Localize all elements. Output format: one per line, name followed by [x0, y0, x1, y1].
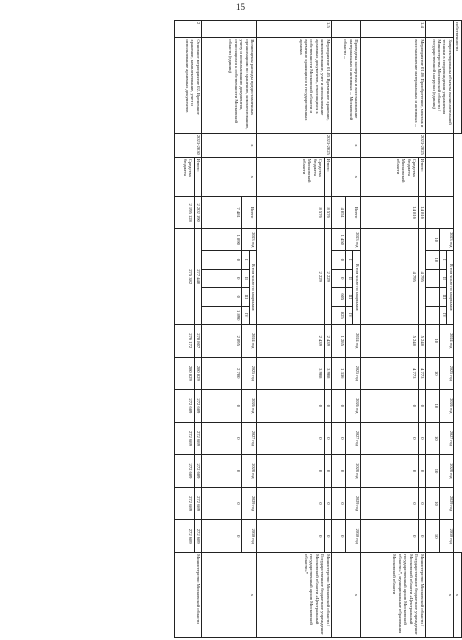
table-cell: 0 [418, 422, 426, 455]
table-cell: 0 [202, 390, 242, 423]
table-cell: 0 [324, 390, 332, 423]
table-cell: 0 [332, 269, 346, 287]
table-cell: 0 [202, 422, 242, 455]
block-2-row-total [418, 21, 426, 638]
table-cell: 2026 год [346, 390, 360, 423]
table-cell: 0 [324, 455, 332, 488]
table-cell: 4 773 [418, 357, 426, 390]
table-cell: 2023 год [242, 229, 256, 251]
budget-table [174, 20, 462, 638]
table-cell: 276 172 [174, 324, 194, 357]
table-cell: 0 [418, 487, 426, 520]
table-cell: 0 [256, 520, 324, 553]
table-cell: 825 [332, 306, 346, 324]
table-cell: 4 795 [360, 229, 418, 325]
block-1-year-2030: 2030 год [440, 520, 454, 553]
table-cell: 8 576 [256, 196, 324, 229]
table-cell: 272 689 [194, 487, 202, 520]
table-cell: 2024 год [346, 324, 360, 357]
block-6-num: 2 [174, 21, 202, 38]
table-cell: 2030 год [346, 520, 360, 553]
block-2-total-label: Итого: [418, 157, 426, 196]
table-cell: x [332, 133, 360, 157]
block-1-year-2028: 2028 год [440, 455, 454, 488]
rotated-table-wrapper [58, 20, 462, 638]
block-2-source: Средства бюджета Московской области [360, 157, 418, 196]
table-cell: 280 829 [194, 357, 202, 390]
table-cell: 0 [324, 487, 332, 520]
table-cell: I [242, 251, 249, 269]
table-cell: 0 [332, 251, 346, 269]
table-cell: В том числе по кварталам: [249, 251, 256, 325]
header-row [454, 21, 462, 638]
table-cell [426, 133, 454, 157]
table-cell: 2024 год [242, 324, 256, 357]
table-cell: 272 689 [194, 422, 202, 455]
table-cell: 1 336 [332, 357, 346, 390]
table-cell: 277 440 [194, 229, 202, 325]
block-3-header-row [353, 21, 360, 638]
table-cell [426, 306, 440, 324]
table-cell: 5 248 [360, 324, 418, 357]
table-cell: 272 689 [174, 455, 194, 488]
block-4-num: 1.5 [256, 21, 332, 38]
table-cell: 0 [332, 422, 346, 455]
table-cell: 0 [360, 390, 418, 423]
table-cell [454, 133, 462, 552]
table-cell: 10 [426, 390, 440, 423]
block-4-period: 2023-2025 [256, 133, 332, 157]
block-6-source: Средства бюджета [174, 157, 194, 196]
table-cell: 10 [426, 422, 440, 455]
block-5-name: Возмещены расходы предоставленных организациям по хранению, комплектованию, учету и использованию документов, относящихся к собственности Московской области (единиц) [202, 38, 256, 134]
header-text: собственности [454, 21, 462, 134]
table-cell: 0 [256, 455, 324, 488]
table-cell: 0 [360, 487, 418, 520]
block-6-total-label: Итого: [194, 157, 202, 196]
table-cell: 2 439 [324, 324, 332, 357]
block-1-name: Запроектированы объекты вычислительной техники в сопровождении управления Министерства Московской области / государственной нагрузки (единиц) [426, 38, 454, 134]
table-cell: 2025 год [242, 357, 256, 390]
block-6-row-total [194, 21, 202, 638]
table-cell: 1 890 [202, 306, 242, 324]
block-1-header-row [447, 21, 454, 638]
block-1-quarter-1: I [440, 251, 447, 269]
block-2-period: 2023-2025 [360, 133, 426, 157]
table-cell: 272 689 [194, 390, 202, 423]
table-cell: 0 [202, 520, 242, 553]
table-cell [426, 157, 454, 196]
block-6-period: 2023-2030 [174, 133, 202, 157]
table-cell: 275 382 [174, 229, 194, 325]
table-cell: 0 [360, 520, 418, 553]
table-cell: 0 [324, 520, 332, 553]
table-cell: III [242, 288, 249, 306]
table-cell [426, 21, 454, 38]
table-cell: 2030 год [242, 520, 256, 553]
table-cell: 2 195 128 [174, 196, 194, 229]
table-cell: 0 [360, 422, 418, 455]
table-cell: 1 285 [332, 324, 346, 357]
block-1-quarter-4: IV [440, 306, 447, 324]
table-cell: 2029 год [242, 487, 256, 520]
table-cell: III [346, 288, 353, 306]
block-1-year-2026: 2026 год [440, 390, 454, 423]
table-cell: 2029 год [346, 487, 360, 520]
table-cell: 272 689 [174, 422, 194, 455]
table-cell: 0 [332, 390, 346, 423]
table-cell: 10 [426, 229, 440, 251]
block-1-quarters-header: В том числе по кварталам: [447, 251, 454, 325]
table-cell: 2028 год [242, 455, 256, 488]
block-2-num: 1.4 [360, 21, 426, 38]
block-1-year-2029: 2029 год [440, 487, 454, 520]
table-cell: 0 [202, 288, 242, 306]
table-cell: 0 [418, 455, 426, 488]
block-1-quarter-3: III [440, 288, 447, 306]
table-cell: 272 689 [174, 520, 194, 553]
table-cell: 2026 год [242, 390, 256, 423]
table-cell: 0 [202, 251, 242, 269]
table-cell: II [346, 269, 353, 287]
block-4-row-total [324, 21, 332, 638]
table-cell: 0 [332, 520, 346, 553]
table-cell: 7 481 [202, 196, 242, 229]
table-cell: 1 890 [202, 229, 242, 251]
table-cell: 605 [332, 288, 346, 306]
table-cell [332, 21, 360, 38]
page-number: 15 [236, 2, 245, 12]
table-cell: 2027 год [242, 422, 256, 455]
table-cell: 0 [256, 390, 324, 423]
table-cell: 10 [426, 455, 440, 488]
block-4-source: Средства бюджета Московской области [256, 157, 324, 196]
table-cell: I [346, 251, 353, 269]
table-cell: 0 [360, 455, 418, 488]
block-2-name: Мероприятие 01.06 Приобретение, монтаж и восстановление материальных и активных ... [360, 38, 426, 134]
table-cell: 2 895 [202, 324, 242, 357]
table-cell [426, 288, 440, 306]
block-4-name: Мероприятие 01.05 Временное хранение, комплектование, учет и использование архивных документов, относящихся к собственности Московской области и временно хранящихся в государственных архивах [256, 38, 332, 134]
block-6-total: 2 202 190 [194, 196, 202, 229]
table-cell: II [242, 269, 249, 287]
table-cell: 10 [426, 324, 440, 357]
rotated-table-page [58, 20, 462, 638]
table-cell: 2025 год [346, 357, 360, 390]
table-cell: 2028 год [346, 455, 360, 488]
table-cell: 272 689 [194, 455, 202, 488]
block-1-executor: x [426, 553, 454, 638]
table-cell: 5 248 [418, 324, 426, 357]
block-2-executor: Министерство Московской области / Государственное бюджетное учреждение Московской области «Центральный государственный архив Московской области»*, муниципальные образования Московской области [360, 553, 426, 638]
table-cell: 10 [426, 251, 440, 269]
table-cell: 4 795 [418, 229, 426, 325]
table-cell: 2 439 [256, 324, 324, 357]
table-cell: 0 [202, 269, 242, 287]
table-cell [202, 21, 256, 38]
table-cell: x [202, 157, 256, 196]
block-4-total: 8 576 [324, 196, 332, 229]
table-cell: x [332, 157, 360, 196]
table-cell: 0 [202, 487, 242, 520]
table-cell: 0 [202, 455, 242, 488]
block-6-executor: Министерство Московской области [174, 553, 202, 638]
table-cell: 10 [426, 487, 440, 520]
table-cell: 0 [332, 455, 346, 488]
block-2-total-source: 14 816 [360, 196, 418, 229]
block-6-name: Основное мероприятие 02. Временное хранение, комплектование, учет и использование архивных документов [174, 38, 202, 134]
table-cell: 0 [324, 422, 332, 455]
table-cell: 280 829 [174, 357, 194, 390]
table-cell: 0 [332, 487, 346, 520]
block-2-total: 14 816 [418, 196, 426, 229]
table-cell: 3 908 [256, 357, 324, 390]
table-cell: 278 807 [194, 324, 202, 357]
table-cell: 0 [418, 390, 426, 423]
table-cell: В том числе по кварталам: [353, 251, 360, 325]
block-1-quarter-2: II [440, 269, 447, 287]
block-3-total-label: Всего [346, 196, 360, 229]
table-cell: 4 773 [360, 357, 418, 390]
block-1-year-2023: 2023 год [440, 229, 454, 251]
table-cell: 4 051 [332, 196, 346, 229]
table-cell: 10 [426, 520, 440, 553]
table-cell: 2 229 [256, 229, 324, 325]
block-1-year-2024: 2024 год [440, 324, 454, 357]
table-cell: IV [346, 306, 353, 324]
block-3-name: Проведена экспертиза и восстановление материальных и активных ... Московской области ... [332, 38, 360, 134]
table-cell: 2 229 [324, 229, 332, 325]
table-cell: 272 689 [174, 390, 194, 423]
table-cell: 2027 год [346, 422, 360, 455]
table-cell [426, 269, 440, 287]
table-cell: 2023 год [346, 229, 360, 251]
block-4-total-label: Итого: [324, 157, 332, 196]
table-cell: 1 450 [332, 229, 346, 251]
block-1-year-2027: 2027 год [440, 422, 454, 455]
table-cell: IV [242, 306, 249, 324]
table-cell: 0 [256, 487, 324, 520]
table-cell: 3 908 [324, 357, 332, 390]
block-3-executor: x [332, 553, 360, 638]
block-5-total-label: Всего [242, 196, 256, 229]
table-cell: 2 700 [202, 357, 242, 390]
block-5-executor: x [202, 553, 256, 638]
block-4-executor: Министерство Московской области / Государственное бюджетное учреждение Московской области «Центральный государственный архив Московской области»* [256, 553, 332, 638]
table-cell: 272 689 [174, 487, 194, 520]
block-1-year-2025: 2025 год [440, 357, 454, 390]
table-cell: 10 [426, 357, 440, 390]
table-cell: 0 [418, 520, 426, 553]
block-5-header-row [249, 21, 256, 638]
table-cell: x [202, 133, 256, 157]
header-x: x [454, 553, 462, 638]
table-cell: 272 689 [194, 520, 202, 553]
table-cell: 0 [256, 422, 324, 455]
table-cell [426, 196, 454, 229]
